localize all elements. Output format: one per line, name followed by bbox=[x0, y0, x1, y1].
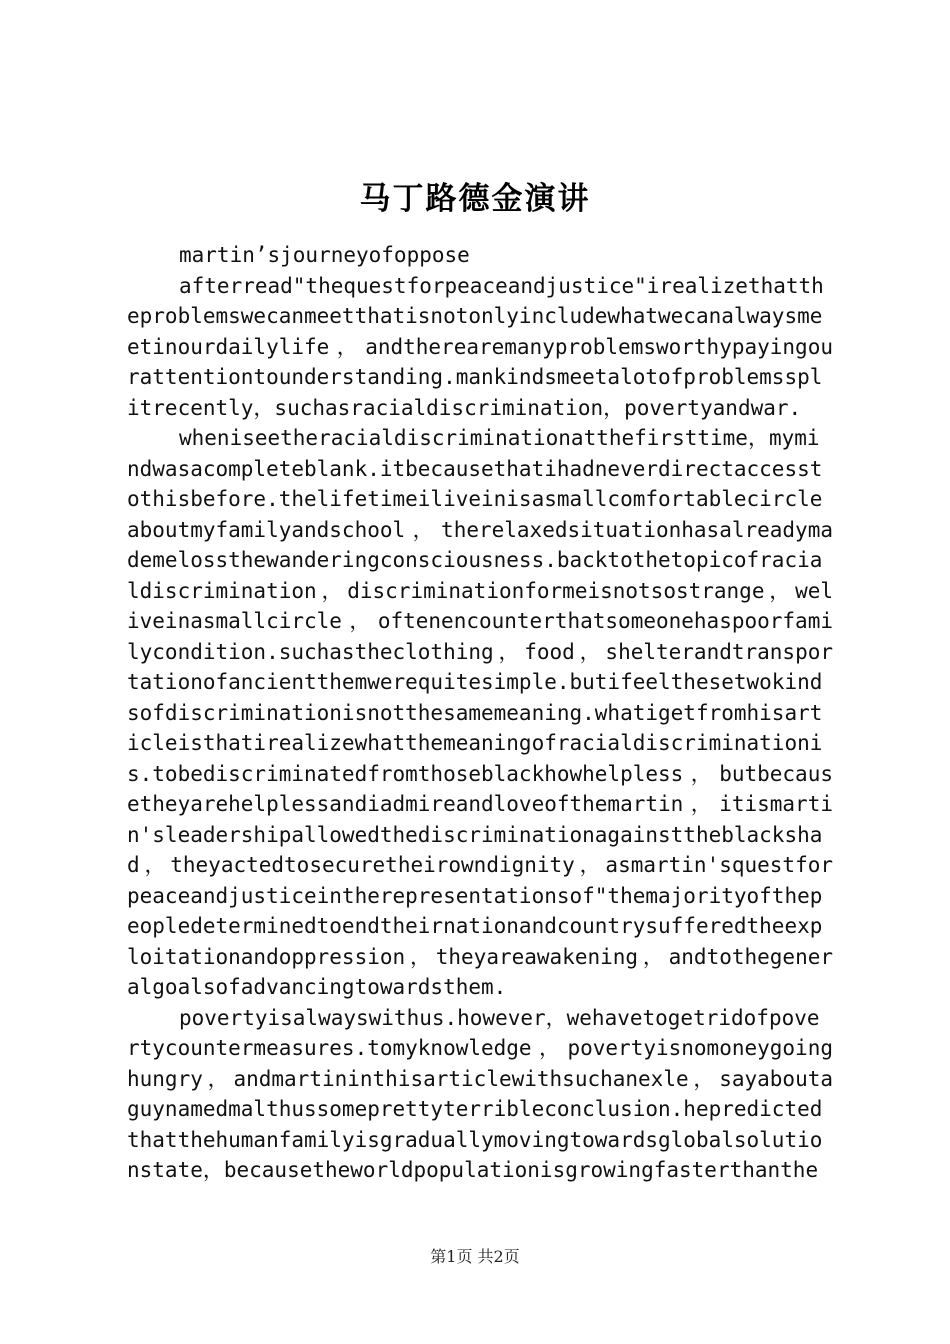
paragraph bbox=[127, 1003, 833, 1186]
text-line: sofdiscriminationisnotthesamemeaning.whatigetfromhisart bbox=[127, 700, 823, 725]
document-body bbox=[127, 240, 833, 1186]
paragraph bbox=[127, 271, 833, 424]
text-line: othisbefore.thelifetimeiliveinisasmallcomfortablecircle bbox=[127, 487, 823, 511]
text-line: d，theyactedtosecuretheirowndignity，asmartin'squestfor bbox=[127, 853, 833, 877]
text-line: itrecently，suchasracialdiscrimination，povertyandwar. bbox=[127, 395, 802, 420]
text-line: aboutmyfamilyandschool，therelaxedsituationhasalreadyma bbox=[127, 517, 833, 542]
text-line: afterread"thequestforpeaceandjustice"irealizethatth bbox=[179, 273, 824, 298]
text-line: loitationandoppression，theyareawakening，andtothegener bbox=[127, 944, 833, 969]
text-line: lycondition.suchastheclothing，food，shelterandtranspor bbox=[127, 639, 833, 664]
paragraph bbox=[127, 423, 833, 1003]
text-line: wheniseetheracialdiscriminationatthefirsttime，mymi bbox=[179, 426, 820, 450]
text-line: iveinasmallcircle，oftenencounterthatsomeonehaspoorfami bbox=[127, 609, 833, 633]
text-line: icleisthatirealizewhatthemeaningofracialdiscriminationi bbox=[127, 731, 823, 755]
text-line: ndwasacompleteblank.itbecausethatihadneverdirectaccesst bbox=[127, 456, 823, 481]
text-line: hungry，andmartininthisarticlewithsuchanexle，sayabouta bbox=[127, 1066, 833, 1091]
text-line: martin’sjourneyofoppose bbox=[179, 243, 470, 267]
text-line: etheyarehelplessandiadmireandloveofthemartin，itismarti bbox=[127, 792, 833, 816]
text-line: rtycountermeasures.tomyknowledge，povertyisnomoneygoing bbox=[127, 1036, 833, 1060]
text-line: nstate，becausetheworldpopulationisgrowingfasterthanthe bbox=[127, 1158, 819, 1182]
text-line: ldiscrimination，discriminationformeisnotsostrange，wel bbox=[127, 578, 833, 603]
text-line: rattentiontounderstanding.mankindsmeetalotofproblemsspl bbox=[127, 365, 823, 389]
text-line: algoalsofadvancingtowardsthem. bbox=[127, 975, 507, 999]
text-line: etinourdailylife，andtherearemanyproblemsworthypayingou bbox=[127, 334, 833, 359]
paragraph bbox=[127, 240, 833, 271]
page-footer: 第1页 共2页 bbox=[430, 1247, 520, 1266]
text-line: povertyisalwayswithus.however，wehavetogetridofpove bbox=[179, 1005, 820, 1030]
text-line: demelossthewanderingconsciousness.backtothetopicofracia bbox=[127, 548, 823, 572]
text-line: tationofancientthemwerequitesimple.butifeelthesetwokind bbox=[127, 670, 823, 694]
text-line: eopledeterminedtoendtheirnationandcountrysufferedtheexp bbox=[127, 914, 823, 938]
text-line: n'sleadershipallowedthediscriminationagainsttheblacksha bbox=[127, 822, 823, 847]
text-line: eproblemswecanmeetthatisnotonlyincludewhatwecanalwaysme bbox=[127, 304, 823, 328]
document-title: 马丁路德金演讲 bbox=[359, 181, 591, 217]
text-line: thatthehumanfamilyisgraduallymovingtowardsglobalsolutio bbox=[127, 1127, 823, 1152]
text-line: peaceandjusticeintherepresentationsof"themajorityofthep bbox=[127, 883, 823, 908]
text-line: guynamedmalthussomeprettyterribleconclusion.hepredicted bbox=[127, 1097, 823, 1121]
text-line: s.tobediscriminatedfromthoseblackhowhelpless，butbecaus bbox=[127, 761, 833, 786]
